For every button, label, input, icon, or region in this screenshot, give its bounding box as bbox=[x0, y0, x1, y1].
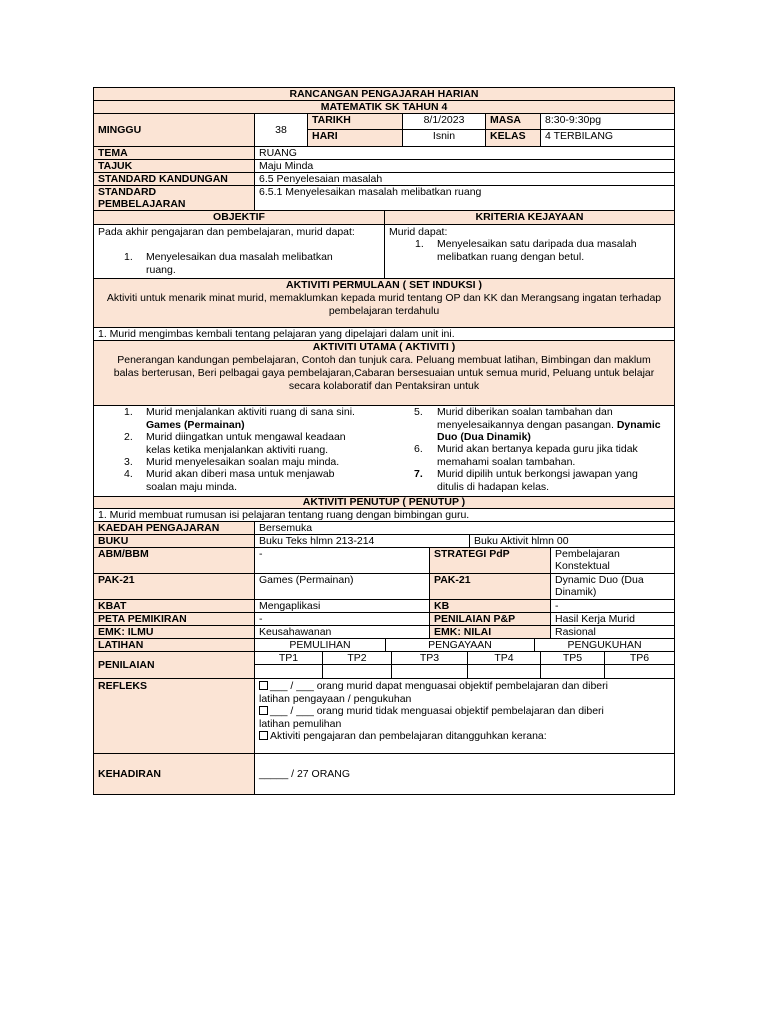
refleks-line3-text: Aktiviti pengajaran dan pembelajaran ditangguhkan kerana: bbox=[270, 730, 547, 742]
buku-label: BUKU bbox=[93, 534, 255, 548]
abm-value: - bbox=[254, 547, 430, 574]
activity-7: Murid dipilih untuk berkongsi jawapan yang ditulis di hadapan kelas. bbox=[437, 468, 638, 493]
objektif-heading: OBJEKTIF bbox=[93, 210, 385, 225]
tema-value: RUANG bbox=[254, 146, 675, 160]
activity-3: Murid menyelesaikan soalan maju minda. bbox=[146, 456, 340, 468]
penutup-item: 1. Murid membuat rumusan isi pelajaran tentang ruang dengan bimbingan guru. bbox=[93, 508, 675, 522]
refleks-box bbox=[254, 678, 675, 754]
tp5-mark[interactable] bbox=[540, 664, 605, 679]
tp1: TP1 bbox=[254, 651, 323, 665]
utama-desc: Penerangan kandungan pembelajaran, Contoh dan tunjuk cara. Peluang membuat latihan, Bimbingan dan maklum balas berterusan, Beri pelbagai gaya pembelajaran,Cabaran bersesuaian untuk semua murid, Peluang untuk belajar secara kolaboratif dan Pentaksiran untuk bbox=[113, 354, 655, 392]
refleks-label: REFLEKS bbox=[93, 678, 255, 754]
tp1-mark[interactable] bbox=[254, 664, 323, 679]
sk-value: 6.5 Penyelesaian masalah bbox=[254, 172, 675, 186]
peta-label: PETA PEMIKIRAN bbox=[93, 612, 255, 626]
strategi-value: Pembelajaran Konstektual bbox=[550, 547, 675, 574]
tp2-mark[interactable] bbox=[322, 664, 392, 679]
kb-value: - bbox=[550, 599, 675, 613]
plan-title: RANCANGAN PENGAJARAH HARIAN bbox=[93, 87, 675, 101]
sp-label bbox=[93, 185, 255, 211]
tp4: TP4 bbox=[467, 651, 541, 665]
checkbox-icon[interactable] bbox=[259, 731, 268, 740]
activity-num: 2. bbox=[124, 431, 133, 443]
kb-label: KB bbox=[429, 599, 551, 613]
kbat-value: Mengaplikasi bbox=[254, 599, 430, 613]
tajuk-label: TAJUK bbox=[93, 159, 255, 173]
tema-label: TEMA bbox=[93, 146, 255, 160]
kriteria-box bbox=[384, 224, 675, 279]
activity-num: 5. bbox=[414, 406, 423, 418]
peta-value: - bbox=[254, 612, 430, 626]
tarikh-label: TARIKH bbox=[307, 113, 403, 130]
masa-label: MASA bbox=[485, 113, 541, 130]
refleks-line2 bbox=[259, 705, 670, 718]
buku-aktivit: Buku Aktivit hlmn 00 bbox=[469, 534, 675, 548]
refleks-line2-text: ___ / ___ orang murid tidak menguasai objektif pembelajaran dan diberi bbox=[270, 705, 604, 717]
kaedah-value: Bersemuka bbox=[254, 521, 675, 535]
pak21-label-2: PAK-21 bbox=[429, 573, 551, 600]
sp-label-line2: PEMBELAJARAN bbox=[98, 198, 186, 210]
pak21-value: Games (Permainan) bbox=[254, 573, 430, 600]
objektif-item-num: 1. bbox=[124, 251, 133, 263]
kriteria-item: Menyelesaikan satu daripada dua masalah melibatkan ruang dengan betul. bbox=[437, 238, 637, 263]
latihan-pengayaan: PENGAYAAN bbox=[385, 638, 535, 652]
kehadiran-value: _____ / 27 ORANG bbox=[254, 753, 675, 795]
permulaan-desc: Aktiviti untuk menarik minat murid, memaklumkan kepada murid tentang OP dan KK dan Merangsang ingatan terhadap pembelajaran terdahulu bbox=[106, 292, 662, 317]
kriteria-item-num: 1. bbox=[415, 238, 424, 250]
checkbox-icon[interactable] bbox=[259, 681, 268, 690]
latihan-pemulihan: PEMULIHAN bbox=[254, 638, 386, 652]
emk-ilmu-label: EMK: ILMU bbox=[93, 625, 255, 639]
kelas-label: KELAS bbox=[485, 129, 541, 147]
activity-2: Murid diingatkan untuk mengawal keadaan kelas ketika menjalankan aktiviti ruang. bbox=[146, 431, 346, 456]
activity-1 bbox=[146, 406, 362, 431]
lesson-plan-table bbox=[93, 87, 675, 795]
objektif-item: Menyelesaikan dua masalah melibatkan ruang. bbox=[146, 251, 333, 276]
tp3: TP3 bbox=[391, 651, 468, 665]
tajuk-value: Maju Minda bbox=[254, 159, 675, 173]
utama-box bbox=[93, 340, 675, 406]
refleks-line3 bbox=[259, 730, 670, 743]
kelas-value: 4 TERBILANG bbox=[540, 129, 675, 147]
latihan-label: LATIHAN bbox=[93, 638, 255, 652]
tp6: TP6 bbox=[604, 651, 675, 665]
utama-activities bbox=[93, 405, 675, 497]
kriteria-intro: Murid dapat: bbox=[389, 226, 448, 238]
penutup-heading: AKTIVITI PENUTUP ( PENUTUP ) bbox=[93, 496, 675, 509]
activity-num: 1. bbox=[124, 406, 133, 418]
tp4-mark[interactable] bbox=[467, 664, 541, 679]
objektif-intro: Pada akhir pengajaran dan pembelajaran, murid dapat: bbox=[98, 226, 355, 238]
refleks-line1-cont: latihan pengayaan / pengukuhan bbox=[259, 692, 412, 705]
minggu-label: MINGGU bbox=[93, 113, 255, 147]
refleks-line2-cont: latihan pemulihan bbox=[259, 717, 342, 730]
kbat-label: KBAT bbox=[93, 599, 255, 613]
kriteria-heading: KRITERIA KEJAYAAN bbox=[384, 210, 675, 225]
minggu-value: 38 bbox=[254, 113, 308, 147]
activity-5-strategy: Dynamic Duo (Dua Dinamik) bbox=[437, 418, 661, 443]
activity-6: Murid akan bertanya kepada guru jika tidak memahami soalan tambahan. bbox=[437, 443, 638, 468]
objektif-box bbox=[93, 224, 385, 279]
permulaan-item: 1. Murid mengimbas kembali tentang pelajaran yang dipelajari dalam unit ini. bbox=[93, 327, 675, 341]
tarikh-value: 8/1/2023 bbox=[402, 113, 486, 130]
pak21-value-2: Dynamic Duo (Dua Dinamik) bbox=[550, 573, 675, 600]
hari-value: Isnin bbox=[402, 129, 486, 147]
plan-subtitle: MATEMATIK SK TAHUN 4 bbox=[93, 100, 675, 114]
abm-label: ABM/BBM bbox=[93, 547, 255, 574]
tp3-mark[interactable] bbox=[391, 664, 468, 679]
masa-value: 8:30-9:30pg bbox=[540, 113, 675, 130]
permulaan-heading: AKTIVITI PERMULAAN ( SET INDUKSI ) bbox=[286, 279, 482, 291]
hari-label: HARI bbox=[307, 129, 403, 147]
latihan-pengukuhan: PENGUKUHAN bbox=[534, 638, 675, 652]
penilaian-pp-label: PENILAIAN P&P bbox=[429, 612, 551, 626]
activity-num: 6. bbox=[414, 443, 423, 455]
activity-num: 3. bbox=[124, 456, 133, 468]
emk-nilai-label: EMK: NILAI bbox=[429, 625, 551, 639]
activity-4: Murid akan diberi masa untuk menjawab soalan maju minda. bbox=[146, 468, 335, 493]
checkbox-icon[interactable] bbox=[259, 706, 268, 715]
activity-num: 4. bbox=[124, 468, 133, 480]
tp6-mark[interactable] bbox=[604, 664, 675, 679]
activity-1-strategy: Games (Permainan) bbox=[146, 418, 245, 431]
tp2: TP2 bbox=[322, 651, 392, 665]
activity-num: 7. bbox=[414, 468, 423, 480]
pak21-label: PAK-21 bbox=[93, 573, 255, 600]
refleks-line1 bbox=[259, 680, 670, 693]
sp-value: 6.5.1 Menyelesaikan masalah melibatkan ruang bbox=[254, 185, 675, 211]
activity-1-text: Murid menjalankan aktiviti ruang di sana sini. bbox=[146, 406, 355, 418]
activity-5 bbox=[437, 406, 667, 444]
permulaan-box bbox=[93, 278, 675, 328]
emk-ilmu-value: Keusahawanan bbox=[254, 625, 430, 639]
penilaian-pp-value: Hasil Kerja Murid bbox=[550, 612, 675, 626]
buku-teks: Buku Teks hlmn 213-214 bbox=[254, 534, 470, 548]
sk-label: STANDARD KANDUNGAN bbox=[93, 172, 255, 186]
emk-nilai-value: Rasional bbox=[550, 625, 675, 639]
kaedah-label: KAEDAH PENGAJARAN bbox=[93, 521, 255, 535]
utama-heading: AKTIVITI UTAMA ( AKTIVITI ) bbox=[312, 341, 456, 353]
penilaian-label: PENILAIAN bbox=[93, 651, 255, 679]
refleks-line1-text: ___ / ___ orang murid dapat menguasai objektif pembelajaran dan diberi bbox=[270, 680, 608, 692]
sp-label-line1: STANDARD bbox=[98, 186, 157, 198]
tp5: TP5 bbox=[540, 651, 605, 665]
activity-5-text: Murid diberikan soalan tambahan dan menyelesaikannya dengan pasangan. bbox=[437, 406, 614, 431]
strategi-label: STRATEGI PdP bbox=[429, 547, 551, 574]
kehadiran-label: KEHADIRAN bbox=[93, 753, 255, 795]
